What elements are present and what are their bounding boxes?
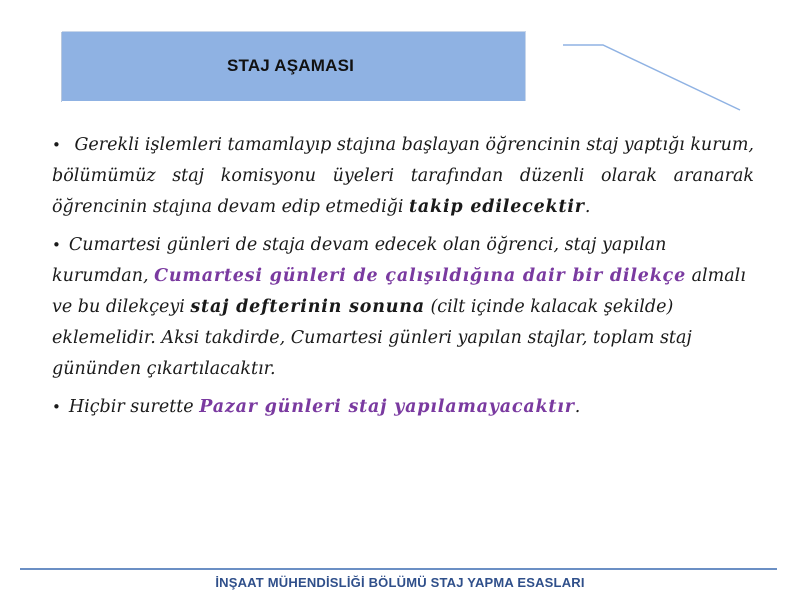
footer-divider	[20, 568, 777, 570]
bullet-dot-icon: •	[52, 236, 61, 254]
decorative-line	[560, 40, 750, 120]
bullet-dot-icon: •	[52, 398, 61, 416]
bullet-2	[52, 230, 754, 385]
bullet-2-text: Cumartesi günleri de staja devam edecek olan öğrenci, staj yapılan kurumdan,	[52, 235, 667, 286]
bullet-2-purple-emphasis: Cumartesi günleri de çalışıldığına dair bir dilekçe	[154, 266, 687, 286]
title-box	[62, 31, 526, 101]
bullet-3-text: Hiçbir surette	[68, 397, 200, 417]
bullet-2-tail: (cilt içinde kalacak şekilde) eklemelidir. Aksi takdirde, Cumartesi günleri yapılan stajlar, toplam staj gününden çıkartılacaktır.	[52, 297, 692, 379]
bullet-1-tail: .	[584, 197, 591, 217]
bullet-3-tail: .	[574, 397, 581, 417]
bullet-1-emphasis: takip edilecektir	[409, 197, 585, 217]
slide-content	[52, 130, 754, 430]
bullet-1	[52, 130, 754, 223]
bullet-3-purple-emphasis: Pazar günleri staj yapılamayacaktır	[199, 397, 575, 417]
bullet-dot-icon: •	[52, 136, 61, 154]
footer-title: İNŞAAT MÜHENDİSLİĞİ BÖLÜMÜ STAJ YAPMA ESASLARI	[215, 575, 585, 590]
slide-title: STAJ AŞAMASI	[226, 56, 355, 75]
bullet-3	[52, 392, 754, 423]
bullet-1-text: Gerekli işlemleri tamamlayıp stajına başlayan öğrencinin staj yaptığı kurum, bölümümüz staj komisyonu üyeleri tarafından düzenli olarak aranarak öğrencinin stajına devam edip etmediği	[52, 135, 754, 217]
bullet-2-emphasis: staj defterinin sonuna	[190, 297, 425, 317]
bullet-2-middle: almalı ve bu dilekçeyi	[52, 266, 746, 317]
